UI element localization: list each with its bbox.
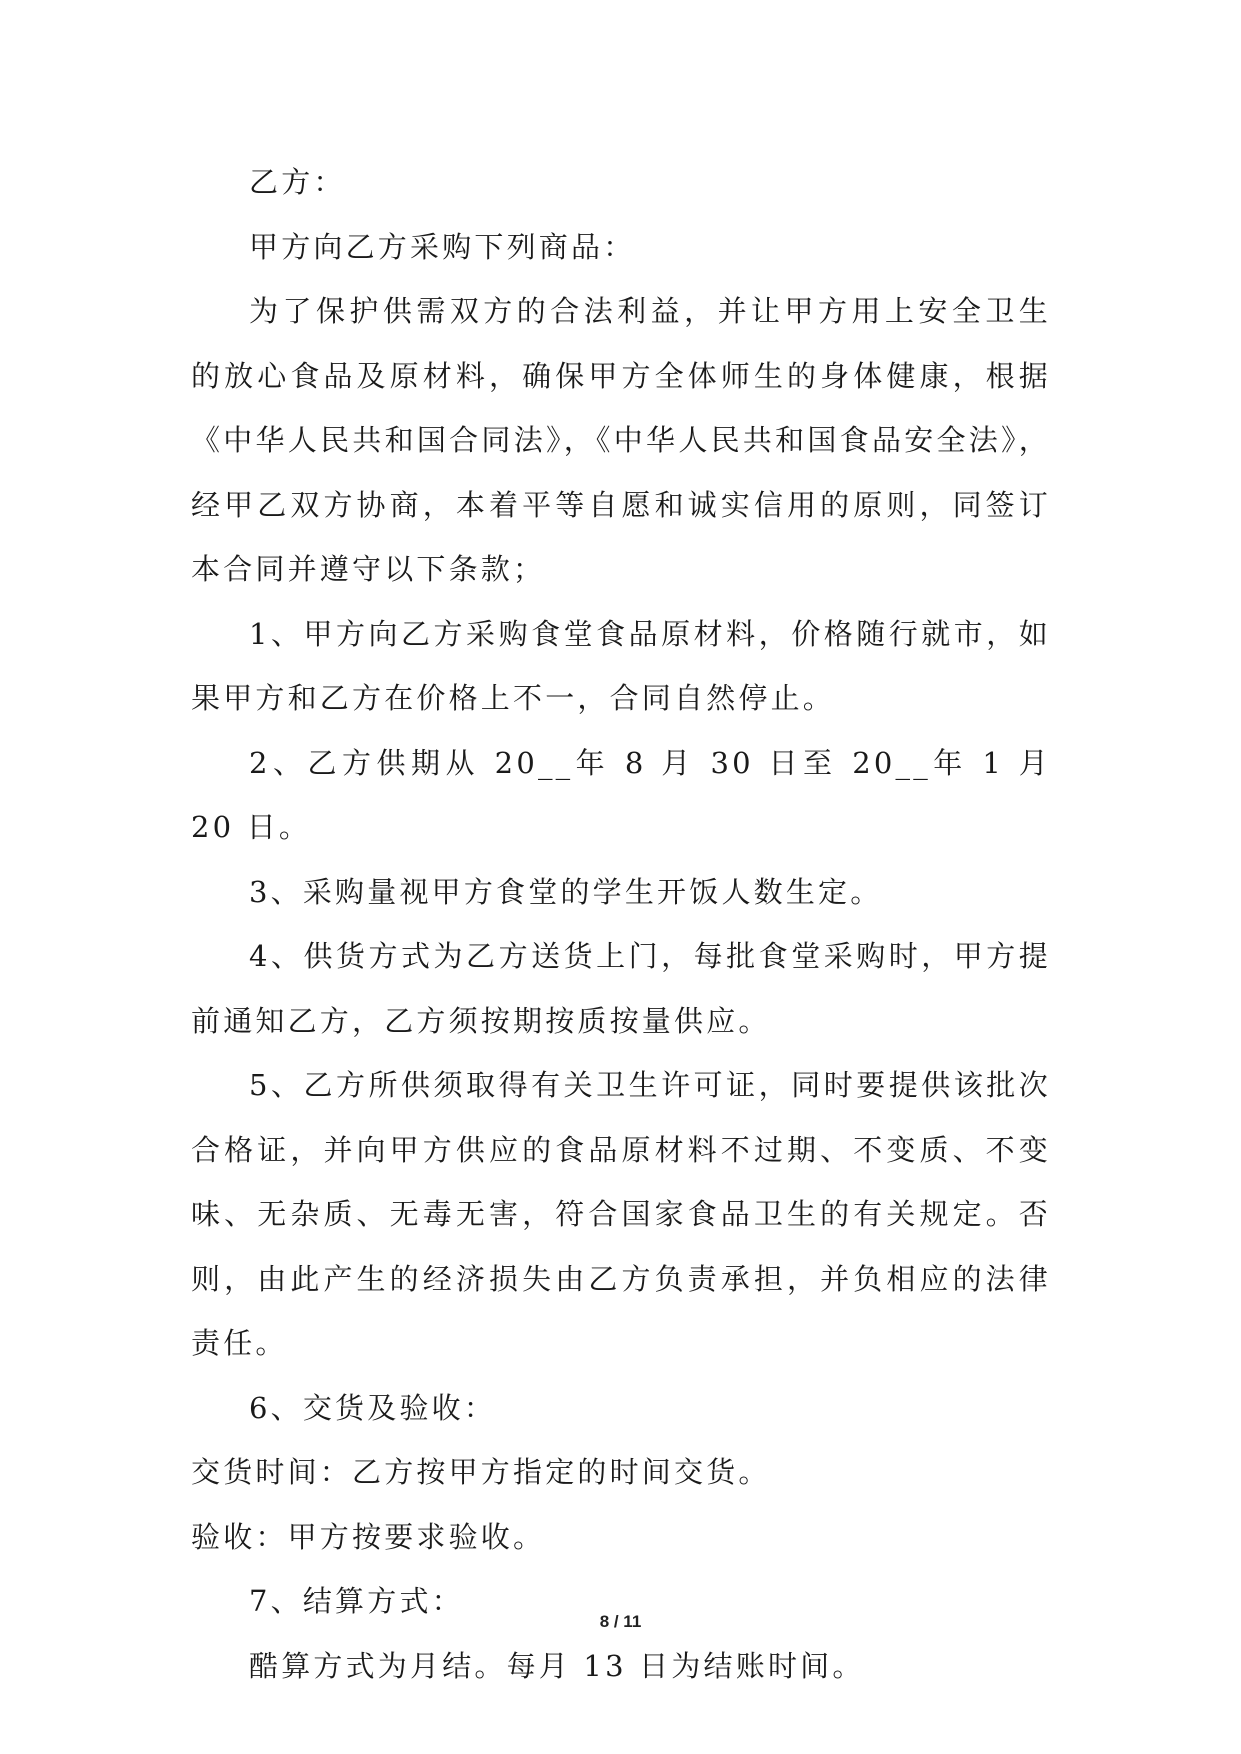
clause-1: 1、甲方向乙方采购食堂食品原材料，价格随行就市，如果甲方和乙方在价格上不一，合同自然停止。 — [191, 616, 1051, 715]
settlement-line: 酷算方式为月结。每月 13 日为结账时间。 — [249, 1648, 865, 1683]
clause-2: 2、乙方供期从 20__年 8 月 30 日至 20__年 1 月 20 日。 — [191, 745, 1051, 844]
acceptance-line: 验收：甲方按要求验收。 — [191, 1519, 546, 1554]
clause-6-heading: 6、交货及验收： — [249, 1390, 497, 1425]
clause-7-heading: 7、结算方式： — [249, 1584, 464, 1618]
party-b-line: 乙方： — [249, 165, 346, 199]
clause-4: 4、供货方式为乙方送货上门，每批食堂采购时，甲方提前通知乙方，乙方须按期按质按量供应。 — [191, 939, 1051, 1038]
delivery-time-line: 交货时间：乙方按甲方指定的时间交货。 — [191, 1455, 771, 1489]
clause-5: 5、乙方所供须取得有关卫生许可证，同时要提供该批次合格证，并向甲方供应的食品原材料不过期、不变质、不变味、无杂质、无毒无害，符合国家食品卫生的有关规定。否则，由此产生的经济损失由乙方负责承担，并负相应的法律责任。 — [191, 1068, 1051, 1360]
purchase-intro: 甲方向乙方采购下列商品： — [249, 229, 636, 264]
preamble-paragraph: 为了保护供需双方的合法利益，并让甲方用上安全卫生的放心食品及原材料，确保甲方全体师生的身体健康，根据《中华人民共和国合同法》，《中华人民共和国食品安全法》，经甲乙双方协商，本着平等自愿和诚实信用的原则，同签订本合同并遵守以下条款； — [191, 294, 1051, 586]
page-number: 8 / 11 — [599, 1612, 642, 1631]
document-body — [191, 150, 1051, 1698]
clause-3: 3、采购量视甲方食堂的学生开饭人数生定。 — [249, 874, 883, 909]
